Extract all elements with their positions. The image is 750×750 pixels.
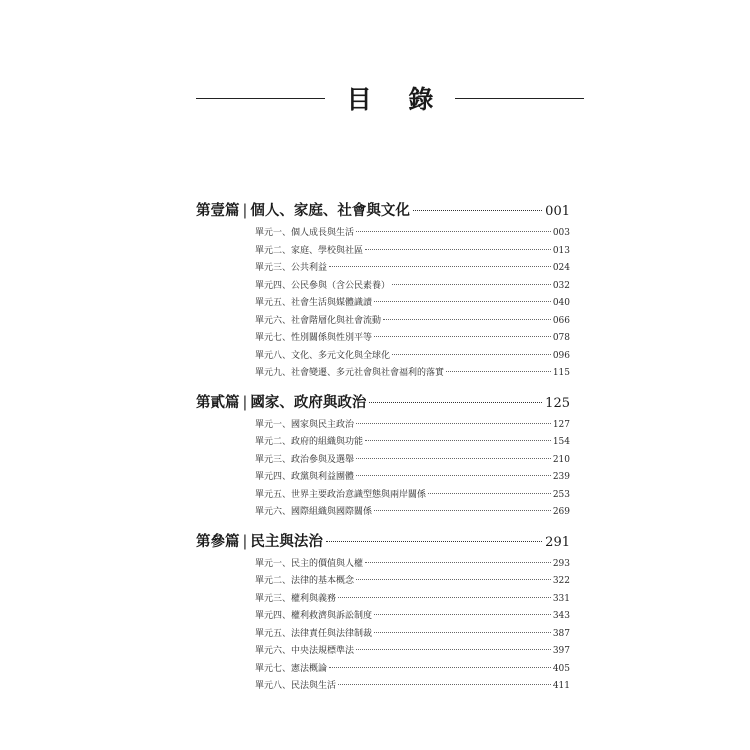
unit-label: 單元九、社會變遷、多元社會與社會福利的落實 — [255, 368, 445, 378]
unit-entry[interactable] — [255, 225, 570, 243]
unit-label: 單元一、國家與民主政治 — [255, 419, 355, 430]
unit-label: 單元六、社會階層化與社會流動 — [255, 315, 382, 326]
dot-leader — [369, 402, 542, 403]
unit-entry[interactable] — [255, 452, 570, 470]
unit-entry[interactable] — [255, 573, 570, 591]
dot-leader — [365, 562, 551, 563]
unit-page-number: 387 — [552, 628, 570, 639]
unit-entry[interactable] — [255, 661, 570, 679]
unit-label: 單元四、公民參與（含公民素養） — [255, 280, 391, 291]
unit-page-number: 127 — [552, 419, 570, 430]
unit-entry[interactable] — [255, 295, 570, 313]
unit-label: 單元三、權利與義務 — [255, 593, 337, 604]
part-page-number: 291 — [545, 534, 570, 550]
unit-label: 單元六、國際組織與國際關係 — [255, 507, 373, 517]
unit-entry[interactable] — [255, 348, 570, 366]
unit-page-number: 032 — [552, 280, 570, 291]
toc-title-row — [196, 80, 584, 116]
dot-leader — [329, 266, 551, 267]
unit-entry[interactable] — [255, 278, 570, 296]
dot-leader — [356, 423, 551, 424]
unit-entry[interactable] — [255, 504, 570, 522]
unit-entry[interactable] — [255, 626, 570, 644]
table-of-contents — [196, 200, 570, 705]
part-label: 第貳篇 — [196, 393, 240, 411]
dot-leader — [413, 210, 542, 211]
part-heading[interactable] — [196, 531, 570, 553]
unit-page-number: 096 — [552, 350, 570, 361]
unit-label: 單元五、社會生活與媒體識讀 — [255, 298, 373, 308]
part-label: 第參篇 — [196, 532, 240, 550]
unit-page-number: 239 — [552, 472, 570, 482]
dot-leader — [356, 231, 551, 232]
unit-label: 單元四、政黨與利益團體 — [255, 472, 355, 482]
dot-leader — [356, 649, 551, 650]
unit-page-number: 024 — [552, 263, 570, 273]
unit-label: 單元三、公共利益 — [255, 263, 328, 273]
unit-entry[interactable] — [255, 591, 570, 609]
dot-leader — [338, 684, 551, 685]
dot-leader — [446, 371, 551, 372]
dot-leader — [392, 284, 551, 285]
unit-label: 單元八、文化、多元文化與全球化 — [255, 350, 391, 361]
unit-entry[interactable] — [255, 469, 570, 487]
unit-entry[interactable] — [255, 556, 570, 574]
unit-label: 單元一、民主的價值與人權 — [255, 558, 364, 569]
unit-label: 單元八、民法與生活 — [255, 681, 337, 691]
unit-list — [196, 222, 570, 392]
unit-label: 單元七、性別關係與性別平等 — [255, 333, 373, 343]
unit-page-number: 411 — [552, 681, 570, 691]
unit-entry[interactable] — [255, 330, 570, 348]
part-heading[interactable] — [196, 200, 570, 222]
unit-label: 單元五、法律責任與法律制裁 — [255, 628, 373, 639]
part-name: 國家、政府與政治 — [250, 393, 367, 411]
unit-label: 單元二、政府的組織與功能 — [255, 437, 364, 447]
unit-entry[interactable] — [255, 434, 570, 452]
part-name: 個人、家庭、社會與文化 — [250, 202, 410, 219]
dot-leader — [374, 510, 551, 511]
dot-leader — [326, 541, 542, 542]
unit-page-number: 253 — [552, 489, 570, 500]
dot-leader — [374, 336, 551, 337]
unit-page-number: 078 — [552, 333, 570, 343]
unit-page-number: 269 — [552, 507, 570, 517]
dot-leader — [365, 440, 551, 441]
dot-leader — [392, 354, 551, 355]
dot-leader — [428, 493, 551, 494]
part-separator: | — [242, 394, 248, 411]
unit-label: 單元四、權利救濟與訴訟制度 — [255, 611, 373, 621]
part-separator: | — [242, 203, 248, 219]
dot-leader — [374, 301, 551, 302]
unit-entry[interactable] — [255, 260, 570, 278]
unit-page-number: 293 — [552, 558, 570, 569]
unit-label: 單元五、世界主要政治意識型態與兩岸關係 — [255, 489, 427, 500]
unit-label: 單元六、中央法規標準法 — [255, 646, 355, 656]
unit-entry[interactable] — [255, 365, 570, 383]
unit-entry[interactable] — [255, 608, 570, 626]
dot-leader — [374, 614, 551, 615]
unit-label: 單元二、法律的基本概念 — [255, 576, 355, 586]
dot-leader — [383, 319, 551, 320]
dot-leader — [365, 249, 551, 250]
unit-page-number: 003 — [552, 228, 570, 238]
unit-label: 單元七、憲法概論 — [255, 663, 328, 674]
unit-page-number: 066 — [552, 315, 570, 326]
part-label: 第壹篇 — [196, 202, 240, 219]
unit-entry[interactable] — [255, 243, 570, 261]
dot-leader — [356, 475, 551, 476]
unit-page-number: 343 — [552, 611, 570, 621]
dot-leader — [356, 458, 551, 459]
unit-page-number: 115 — [552, 368, 570, 378]
unit-list — [196, 414, 570, 531]
dot-leader — [329, 667, 551, 668]
unit-page-number: 397 — [552, 646, 570, 656]
unit-page-number: 331 — [552, 593, 570, 604]
part-heading[interactable] — [196, 392, 570, 414]
part-name: 民主與法治 — [250, 532, 323, 550]
unit-label: 單元三、政治參與及選舉 — [255, 454, 355, 465]
unit-entry[interactable] — [255, 643, 570, 661]
unit-page-number: 040 — [552, 298, 570, 308]
dot-leader — [356, 579, 551, 580]
unit-label: 單元二、家庭、學校與社區 — [255, 245, 364, 256]
unit-entry[interactable] — [255, 417, 570, 435]
unit-page-number: 405 — [552, 663, 570, 674]
dot-leader — [338, 597, 551, 598]
title-rule-right — [455, 98, 584, 99]
dot-leader — [374, 632, 551, 633]
unit-page-number: 322 — [552, 576, 570, 586]
part-page-number: 001 — [545, 204, 570, 219]
unit-page-number: 210 — [552, 454, 570, 465]
unit-entry[interactable] — [255, 678, 570, 696]
unit-entry[interactable] — [255, 487, 570, 505]
unit-page-number: 154 — [552, 437, 570, 447]
unit-label: 單元一、個人成長與生活 — [255, 228, 355, 238]
part-separator: | — [242, 533, 248, 550]
unit-page-number: 013 — [552, 245, 570, 256]
unit-list — [196, 553, 570, 705]
part-page-number: 125 — [545, 395, 570, 411]
unit-entry[interactable] — [255, 313, 570, 331]
title-rule-left — [196, 98, 325, 99]
page-title: 目 錄 — [346, 85, 448, 114]
